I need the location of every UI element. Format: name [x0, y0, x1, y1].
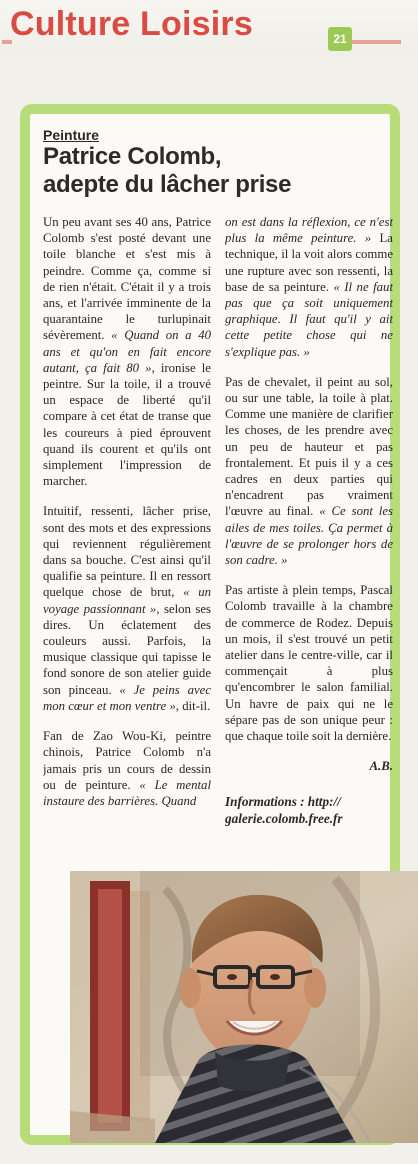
article-headline	[43, 143, 389, 199]
left-paragraph-3	[43, 728, 211, 809]
left-paragraph-1	[43, 214, 211, 489]
article	[43, 126, 393, 851]
left-p3-lead: Fan de Zao Wou-Ki, peintre chinois, Patrice Colomb n'a jamais pris un cours de dessin ou de peinture.	[43, 729, 211, 792]
left-p3-quote: « Le mental instaure des barrières. Quand	[43, 777, 211, 808]
masthead-right-rule	[351, 40, 401, 44]
headline-line-2: adepte du lâcher prise	[43, 171, 292, 198]
left-p2-quote-2: « Je peins avec mon cœur et mon ventre »	[43, 682, 211, 713]
article-column-right	[225, 214, 393, 854]
page-number-badge: 21	[328, 27, 352, 51]
article-rubric: Peinture	[43, 127, 100, 143]
right-p2-lead: Pas de chevalet, il peint au sol, ou sur une table, la toile à plat. Comme une manière de clarifier les choses, de les prendre avec un peu de hauteur et pas frontalement. Et puis il y a ces cadres en deux parties qui n'encadrent pas vraiment l'œuvre au final.	[225, 374, 393, 519]
left-p1-tail: , ironise le peintre. Sur la toile, il a trouvé un espace de liberté qu'il compare à cet état de transe que les coureurs à pied éprouvent quand ils courent et qu'ils ont simplement l'impression de marcher.	[43, 360, 211, 489]
article-column-left	[43, 214, 211, 854]
right-p3-text: Pas artiste à plein temps, Pascal Colomb travaille à la chambre de commerce de Rodez. Depuis un mois, il s'est trouvé un petit atelier dans le centre-ville, car il commençait à plus qu'encombrer le salon familial. Un havre de paix qui ne le sépare pas de son unique peur : que chaque toile soit la dernière.	[225, 583, 393, 744]
left-p1-lead: Un peu avant ses 40 ans, Patrice Colomb s'est posté devant une toile blanche et s'est mis à peindre. Comme ça, comme si de rien n'était. C'était il y a trois ans, et l'arrivée imminente de la quarantaine le turlupinait sévèrement.	[43, 215, 211, 343]
section-masthead	[0, 0, 418, 56]
left-p2-lead: Intuitif, ressenti, lâcher prise, sont des mots et des expressions qui reviennent régulièrement dans sa bouche. C'est ainsi qu'il qualifie sa peinture. Il en ressort quelque chose de brut,	[43, 504, 211, 600]
portrait-photo-icon	[70, 871, 418, 1143]
left-p1-quote: « Quand on a 40 ans et qu'on en fait encore autant, ça fait 80 »	[43, 328, 211, 375]
headline-line-1: Patrice Colomb,	[43, 143, 222, 170]
right-p1-tail: La technique, il la voit alors comme une rupture avec son ressenti, la base de sa peinture.	[225, 231, 393, 294]
right-paragraph-2	[225, 374, 393, 568]
author-signature: A.B.	[369, 759, 393, 774]
information-block	[225, 793, 393, 827]
right-p2-quote: « Ce sont les ailes de mes toiles. Ça permet à l'œuvre de se prolonger hors de son cadre. »	[225, 504, 393, 568]
left-p2-tail: , selon ses dires. Un éclatement des couleurs aussi. Parfois, la musique classique qui tapisse le fond sonore de son atelier guide son pinceau.	[43, 601, 211, 697]
left-p2-quote: « un voyage passionnant »	[43, 585, 211, 616]
right-p1-quote: « Il ne faut pas que ça soit uniquement graphique. Il faut qu'il y ait cette petite chose qui ne s'explique pas. »	[225, 279, 393, 359]
right-paragraph-1	[225, 214, 393, 360]
right-paragraph-3	[225, 582, 393, 744]
section-title: Culture Loisirs	[10, 5, 253, 43]
left-paragraph-2	[43, 503, 211, 714]
left-p2-tail-2: , dit-il.	[175, 698, 211, 713]
artist-portrait-photo	[70, 871, 418, 1143]
information-line-1: Informations : http://	[225, 793, 341, 809]
information-line-2: galerie.colomb.free.fr	[225, 810, 343, 826]
right-p1-quote-continued: on est dans la réflexion, ce n'est plus la même peinture. »	[225, 215, 393, 246]
